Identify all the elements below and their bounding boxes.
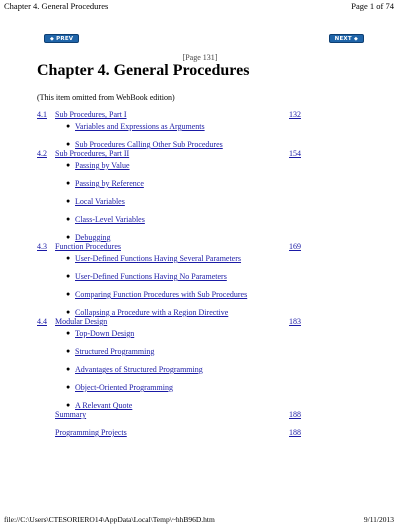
toc-subsection	[37, 122, 297, 131]
bullet-icon: ●	[66, 272, 71, 280]
toc-section-title-link[interactable]: Programming Projects	[55, 428, 127, 437]
toc-subsection	[37, 329, 297, 338]
bullet-icon: ●	[66, 290, 71, 298]
toc-subsection-link[interactable]: Class-Level Variables	[75, 215, 145, 224]
bullet-icon: ●	[66, 215, 71, 223]
toc-subsection	[37, 179, 297, 188]
bullet-icon: ●	[66, 401, 71, 409]
toc-subsection	[37, 272, 297, 281]
toc-subsection	[37, 197, 297, 206]
toc-page-link[interactable]: 183	[289, 317, 301, 326]
toc-subsection	[37, 215, 297, 224]
page-header	[0, 0, 400, 14]
toc-section	[37, 317, 301, 326]
bullet-icon: ●	[66, 383, 71, 391]
left-arrow-icon: ◆	[50, 36, 55, 42]
toc-section-number-link[interactable]: 4.1	[37, 110, 47, 119]
bullet-icon: ●	[66, 197, 71, 205]
bullet-icon: ●	[66, 122, 71, 130]
toc-subsection	[37, 365, 297, 374]
toc-section-number-link[interactable]: 4.2	[37, 149, 47, 158]
toc-section-title-link[interactable]: Sub Procedures, Part II	[55, 149, 130, 158]
toc-page-link[interactable]: 169	[289, 242, 301, 251]
toc-subsection-link[interactable]: Structured Programming	[75, 347, 155, 356]
toc-subsection-link[interactable]: Variables and Expressions as Arguments	[75, 122, 205, 131]
bullet-icon: ●	[66, 233, 71, 241]
toc-page-link[interactable]: 132	[289, 110, 301, 119]
toc-subsection-link[interactable]: Sub Procedures Calling Other Sub Procedures	[75, 140, 223, 149]
bullet-icon: ●	[66, 365, 71, 373]
toc-subsection	[37, 347, 297, 356]
toc-subsection-link[interactable]: Object-Oriented Programming	[75, 383, 173, 392]
toc-subsection-link[interactable]: User-Defined Functions Having Several Parameters	[75, 254, 242, 263]
bullet-icon: ●	[66, 161, 71, 169]
toc-subsection	[37, 161, 297, 170]
toc-section	[37, 149, 301, 158]
toc-section-title-link[interactable]: Modular Design	[55, 317, 108, 326]
toc-page-link[interactable]: 188	[289, 428, 301, 437]
toc-section-number-link[interactable]: 4.4	[37, 317, 47, 326]
toc-section-title-link[interactable]: Sub Procedures, Part I	[55, 110, 127, 119]
toc-subsection-link[interactable]: Local Variables	[75, 197, 125, 206]
page-reference: [Page 131]	[182, 53, 218, 62]
bullet-icon: ●	[66, 329, 71, 337]
toc-subsection-link[interactable]: Passing by Value	[75, 161, 130, 170]
toc-subsection-link[interactable]: Collapsing a Procedure with a Region Directive	[75, 308, 229, 317]
footer-date: 9/11/2013	[363, 515, 394, 524]
toc-subsection-link[interactable]: User-Defined Functions Having No Parameters	[75, 272, 227, 281]
omitted-note: (This item omitted from WebBook edition)	[37, 93, 175, 102]
footer-file-path: file://C:\Users\CTESORIERO14\AppData\Local\Temp\~hhB96D.htm	[4, 515, 215, 524]
bullet-icon: ●	[66, 347, 71, 355]
next-button[interactable]	[329, 34, 364, 43]
toc-subsection-link[interactable]: A Relevant Quote	[75, 401, 133, 410]
right-arrow-icon: ◆	[353, 36, 358, 42]
toc-subsection-link[interactable]: Debugging	[75, 233, 111, 242]
toc-subsection	[37, 308, 297, 317]
header-page-count: Page 1 of 74	[351, 1, 394, 11]
toc-section	[37, 110, 301, 119]
toc-subsection-link[interactable]: Top-Down Design	[75, 329, 135, 338]
bullet-icon: ●	[66, 140, 71, 148]
toc-subsection	[37, 140, 297, 149]
bullet-icon: ●	[66, 254, 71, 262]
prev-label: PREV	[56, 36, 74, 42]
toc-section-title-link[interactable]: Function Procedures	[55, 242, 121, 251]
table-of-contents	[37, 110, 301, 446]
toc-section	[37, 428, 301, 437]
chapter-title: Chapter 4. General Procedures	[37, 62, 250, 79]
toc-subsection-link[interactable]: Advantages of Structured Programming	[75, 365, 203, 374]
header-chapter-title: Chapter 4. General Procedures	[4, 1, 109, 11]
next-label: NEXT	[334, 36, 352, 42]
toc-subsection	[37, 383, 297, 392]
toc-subsection	[37, 233, 297, 242]
toc-section	[37, 242, 301, 251]
toc-subsection	[37, 254, 297, 263]
toc-page-link[interactable]: 154	[289, 149, 301, 158]
toc-subsection-link[interactable]: Comparing Function Procedures with Sub Procedures	[75, 290, 248, 299]
bullet-icon: ●	[66, 179, 71, 187]
toc-section	[37, 410, 301, 419]
toc-subsection	[37, 290, 297, 299]
toc-section-title-link[interactable]: Summary	[55, 410, 87, 419]
toc-subsection-link[interactable]: Passing by Reference	[75, 179, 144, 188]
toc-page-link[interactable]: 188	[289, 410, 301, 419]
bullet-icon: ●	[66, 308, 71, 316]
prev-button[interactable]	[44, 34, 79, 43]
toc-subsection	[37, 401, 297, 410]
toc-section-number-link[interactable]: 4.3	[37, 242, 47, 251]
